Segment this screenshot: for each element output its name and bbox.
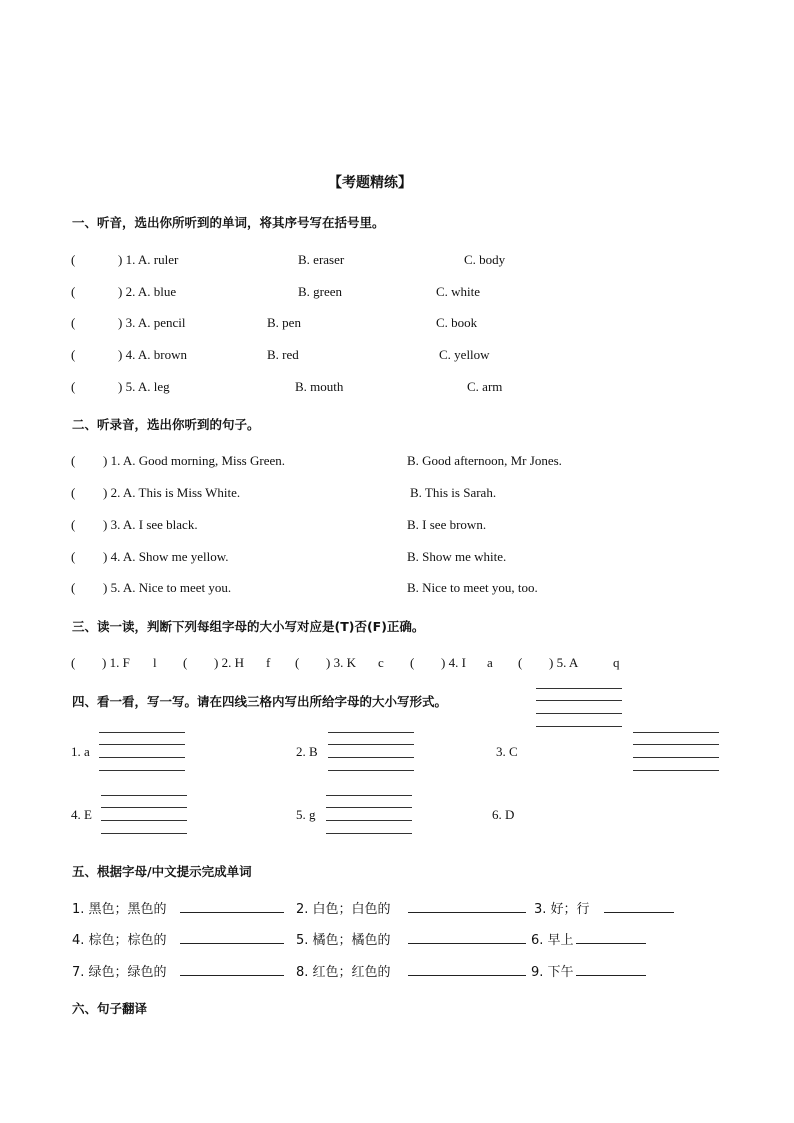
question-option-c: C. arm: [467, 379, 503, 394]
section-4-heading: 四、看一看，写一写。请在四线三格内写出所给字母的大小写形式。: [72, 694, 448, 709]
four-line-grid[interactable]: [99, 732, 185, 770]
answer-bracket[interactable]: (: [71, 655, 76, 670]
answer-blank[interactable]: [408, 961, 526, 976]
section-2-heading: 二、听录音，选出你听到的句子。: [72, 417, 260, 432]
question-option-c: C. book: [436, 315, 478, 330]
letter-label: 3. C: [496, 744, 518, 759]
sentence-option-b: B. This is Sarah.: [410, 485, 497, 500]
question-option-a: ) 3. A. pencil: [118, 315, 186, 330]
answer-bracket[interactable]: (: [71, 284, 76, 299]
four-line-grid[interactable]: [536, 688, 622, 726]
letter-pair-number: ) 4. I: [441, 655, 466, 670]
section-3-heading: 三、读一读，判断下列每组字母的大小写对应是(T)否(F)正确。: [72, 619, 425, 634]
question-option-a: ) 4. A. brown: [118, 347, 187, 362]
answer-bracket[interactable]: (: [71, 379, 76, 394]
answer-bracket[interactable]: (: [183, 655, 188, 670]
answer-bracket[interactable]: (: [71, 485, 76, 500]
section-5-heading: 五、根据字母/中文提示完成单词: [72, 864, 252, 879]
word-prompt: 2. 白色；白色的: [296, 902, 391, 917]
question-option-b: B. green: [298, 284, 343, 299]
letter-label: 6. D: [492, 807, 515, 822]
answer-blank[interactable]: [180, 929, 284, 944]
sentence-option-b: B. Nice to meet you, too.: [407, 580, 538, 595]
question-option-b: B. red: [267, 347, 299, 362]
answer-blank[interactable]: [180, 961, 284, 976]
question-option-c: C. yellow: [439, 347, 490, 362]
letter-pair-lower: c: [378, 655, 384, 670]
answer-bracket[interactable]: (: [410, 655, 415, 670]
answer-bracket[interactable]: (: [71, 580, 76, 595]
question-option-b: B. pen: [267, 315, 301, 330]
word-prompt: 7. 绿色；绿色的: [72, 965, 167, 980]
word-prompt: 5. 橘色；橘色的: [296, 933, 391, 948]
word-prompt: 8. 红色；红色的: [296, 965, 391, 980]
question-option-b: B. mouth: [295, 379, 344, 394]
answer-bracket[interactable]: (: [71, 517, 76, 532]
section-1-heading: 一、听音，选出你所听到的单词，将其序号写在括号里。: [72, 215, 385, 230]
question-option-a: ) 1. A. ruler: [118, 252, 179, 267]
letter-pair-number: ) 2. H: [214, 655, 244, 670]
letter-label: 5. g: [296, 807, 316, 822]
answer-bracket[interactable]: (: [71, 453, 76, 468]
word-prompt: 6. 早上: [531, 933, 574, 948]
letter-label: 1. a: [71, 744, 90, 759]
question-option-a: ) 5. A. leg: [118, 379, 170, 394]
sentence-option-b: B. Show me white.: [407, 549, 507, 564]
letter-pair-lower: f: [266, 655, 271, 670]
question-option-a: ) 2. A. blue: [118, 284, 177, 299]
page-title: 【考题精练】: [328, 175, 412, 191]
four-line-grid[interactable]: [101, 795, 187, 833]
answer-blank[interactable]: [576, 929, 646, 944]
answer-bracket[interactable]: (: [71, 315, 76, 330]
word-prompt: 4. 棕色；棕色的: [72, 933, 167, 948]
answer-blank[interactable]: [180, 898, 284, 913]
letter-pair-number: ) 5. A: [549, 655, 579, 670]
letter-pair-lower: q: [613, 655, 620, 670]
answer-bracket[interactable]: (: [71, 549, 76, 564]
answer-blank[interactable]: [408, 898, 526, 913]
word-prompt: 1. 黑色；黑色的: [72, 902, 167, 917]
answer-blank[interactable]: [604, 898, 674, 913]
letter-pair-lower: l: [153, 655, 157, 670]
word-prompt: 3. 好；行: [534, 902, 590, 917]
letter-label: 2. B: [296, 744, 318, 759]
answer-blank[interactable]: [576, 961, 646, 976]
letter-pair-number: ) 3. K: [326, 655, 356, 670]
answer-bracket[interactable]: (: [71, 252, 76, 267]
question-option-b: B. eraser: [298, 252, 345, 267]
letter-label: 4. E: [71, 807, 92, 822]
four-line-grid[interactable]: [633, 732, 719, 770]
sentence-option-a: ) 4. A. Show me yellow.: [103, 549, 229, 564]
sentence-option-a: ) 2. A. This is Miss White.: [103, 485, 241, 500]
question-option-c: C. white: [436, 284, 481, 299]
sentence-option-a: ) 3. A. I see black.: [103, 517, 198, 532]
sentence-option-b: B. Good afternoon, Mr Jones.: [407, 453, 562, 468]
answer-blank[interactable]: [408, 929, 526, 944]
question-option-c: C. body: [464, 252, 506, 267]
four-line-grid[interactable]: [326, 795, 412, 833]
answer-bracket[interactable]: (: [518, 655, 523, 670]
answer-bracket[interactable]: (: [71, 347, 76, 362]
answer-bracket[interactable]: (: [295, 655, 300, 670]
sentence-option-a: ) 1. A. Good morning, Miss Green.: [103, 453, 285, 468]
word-prompt: 9. 下午: [531, 965, 574, 980]
section-6-heading: 六、句子翻译: [72, 1001, 148, 1016]
letter-pair-number: ) 1. F: [102, 655, 130, 670]
sentence-option-a: ) 5. A. Nice to meet you.: [103, 580, 232, 595]
letter-pair-lower: a: [487, 655, 493, 670]
four-line-grid[interactable]: [328, 732, 414, 770]
sentence-option-b: B. I see brown.: [407, 517, 487, 532]
